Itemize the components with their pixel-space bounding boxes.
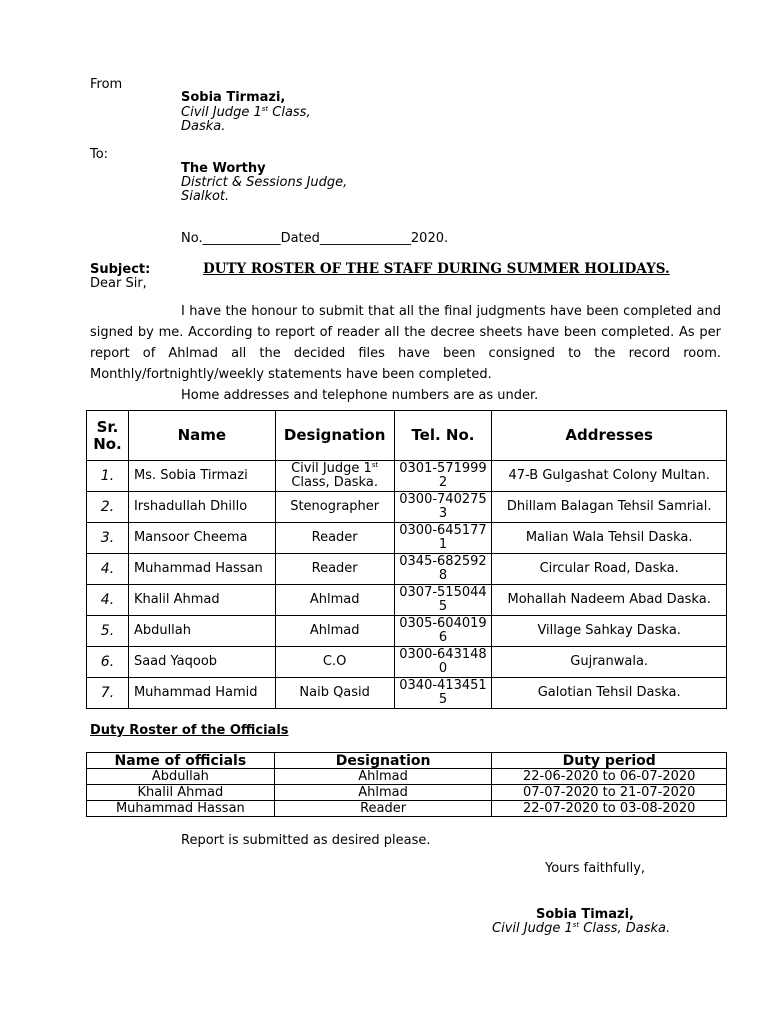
row-tel: 0300-6431480 xyxy=(394,647,492,678)
row-address: Galotian Tehsil Daska. xyxy=(492,678,727,709)
row-designation: Reader xyxy=(275,554,394,585)
recipient-line-2: District & Sessions Judge, xyxy=(181,175,348,190)
subject-text: DUTY ROSTER OF THE STAFF DURING SUMMER HOLIDAYS. xyxy=(203,261,670,277)
recipient-line-3: Sialkot. xyxy=(181,189,230,204)
header-duty-period: Duty period xyxy=(492,753,727,769)
row-sr: 6. xyxy=(87,647,129,678)
table-row xyxy=(87,785,727,801)
reference-line: No.____________Dated______________2020. xyxy=(181,231,449,246)
row-tel: 0307-5150445 xyxy=(394,585,492,616)
table-row xyxy=(87,554,727,585)
row-name: Muhammad Hamid xyxy=(128,678,275,709)
row-name: Ms. Sobia Tirmazi xyxy=(128,461,275,492)
row-address: Village Sahkay Daska. xyxy=(492,616,727,647)
row-designation: Ahlmad xyxy=(275,616,394,647)
staff-table xyxy=(86,410,727,709)
duty-designation: Reader xyxy=(274,801,492,817)
body-paragraph: I have the honour to submit that all the final judgments have been completed and signed by me. According to report of reader all the decree sheets have been completed. As per report of Ahlmad all the decided files have been consigned to the record room. Monthly/fortnightly/weekly statements have been completed. xyxy=(90,304,721,382)
table-row xyxy=(87,616,727,647)
row-designation: Ahlmad xyxy=(275,585,394,616)
row-tel: 0340-4134515 xyxy=(394,678,492,709)
row-name: Saad Yaqoob xyxy=(128,647,275,678)
duty-roster-heading: Duty Roster of the Officials xyxy=(90,723,289,738)
duty-period: 22-06-2020 to 06-07-2020 xyxy=(492,769,727,785)
row-tel: 0305-6040196 xyxy=(394,616,492,647)
row-name: Mansoor Cheema xyxy=(128,523,275,554)
recipient-line-1: The Worthy xyxy=(181,161,266,176)
duty-name: Abdullah xyxy=(87,769,275,785)
signer-name: Sobia Timazi, xyxy=(536,907,634,922)
row-sr: 1. xyxy=(87,461,129,492)
duty-header-row xyxy=(87,753,727,769)
table-row xyxy=(87,769,727,785)
to-label: To: xyxy=(90,147,109,162)
row-tel: 0300-6451771 xyxy=(394,523,492,554)
header-name: Name xyxy=(128,411,275,461)
row-address: Mohallah Nadeem Abad Daska. xyxy=(492,585,727,616)
signer-title: Civil Judge 1st Class, Daska. xyxy=(492,921,671,936)
header-designation: Designation xyxy=(275,411,394,461)
table-row xyxy=(87,492,727,523)
row-sr: 2. xyxy=(87,492,129,523)
addresses-intro: Home addresses and telephone numbers are as under. xyxy=(181,388,539,403)
duty-name: Khalil Ahmad xyxy=(87,785,275,801)
row-sr: 7. xyxy=(87,678,129,709)
header-name-of-officials: Name of officials xyxy=(87,753,275,769)
table-row xyxy=(87,678,727,709)
table-row xyxy=(87,585,727,616)
duty-roster-table xyxy=(86,752,727,817)
table-row xyxy=(87,801,727,817)
sender-place: Daska. xyxy=(181,119,226,134)
row-address: Gujranwala. xyxy=(492,647,727,678)
sender-title: Civil Judge 1st Class, xyxy=(181,105,311,120)
header-addresses: Addresses xyxy=(492,411,727,461)
duty-period: 07-07-2020 to 21-07-2020 xyxy=(492,785,727,801)
report-line: Report is submitted as desired please. xyxy=(181,833,431,848)
table-row xyxy=(87,461,727,492)
row-address: Malian Wala Tehsil Daska. xyxy=(492,523,727,554)
sender-name: Sobia Tirmazi, xyxy=(181,90,286,105)
subject-label: Subject: xyxy=(90,262,151,277)
header-duty-designation: Designation xyxy=(274,753,492,769)
row-designation: C.O xyxy=(275,647,394,678)
row-name: Irshadullah Dhillo xyxy=(128,492,275,523)
row-address: 47-B Gulgashat Colony Multan. xyxy=(492,461,727,492)
row-designation: Stenographer xyxy=(275,492,394,523)
duty-designation: Ahlmad xyxy=(274,769,492,785)
salutation: Dear Sir, xyxy=(90,276,147,291)
row-designation: Naib Qasid xyxy=(275,678,394,709)
row-designation: Reader xyxy=(275,523,394,554)
row-designation: Civil Judge 1st Class, Daska. xyxy=(275,461,394,492)
from-label: From xyxy=(90,77,123,92)
header-sr-no: Sr. No. xyxy=(87,411,129,461)
row-address: Dhillam Balagan Tehsil Samrial. xyxy=(492,492,727,523)
row-name: Abdullah xyxy=(128,616,275,647)
duty-name: Muhammad Hassan xyxy=(87,801,275,817)
row-sr: 5. xyxy=(87,616,129,647)
table-row xyxy=(87,647,727,678)
valediction: Yours faithfully, xyxy=(545,861,646,876)
row-address: Circular Road, Daska. xyxy=(492,554,727,585)
duty-designation: Ahlmad xyxy=(274,785,492,801)
row-sr: 4. xyxy=(87,554,129,585)
row-tel: 0301-5719992 xyxy=(394,461,492,492)
row-tel: 0345-6825928 xyxy=(394,554,492,585)
row-sr: 4. xyxy=(87,585,129,616)
staff-header-row xyxy=(87,411,727,461)
row-sr: 3. xyxy=(87,523,129,554)
duty-period: 22-07-2020 to 03-08-2020 xyxy=(492,801,727,817)
row-name: Khalil Ahmad xyxy=(128,585,275,616)
row-tel: 0300-7402753 xyxy=(394,492,492,523)
row-name: Muhammad Hassan xyxy=(128,554,275,585)
table-row xyxy=(87,523,727,554)
header-tel-no: Tel. No. xyxy=(394,411,492,461)
